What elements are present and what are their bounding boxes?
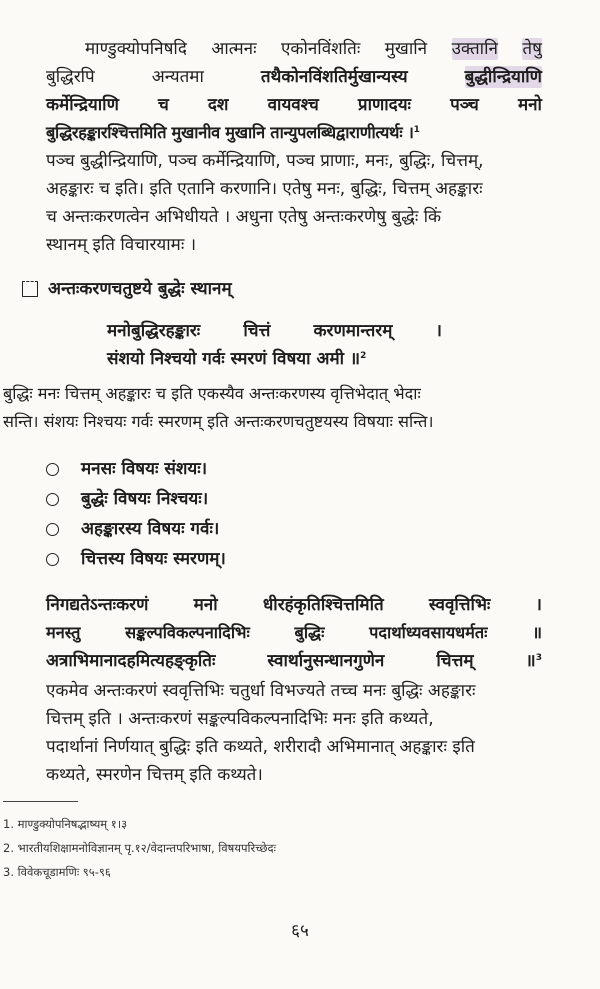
footnote-divider [3,801,78,802]
circle-bullet-icon [46,493,59,506]
para4-line-1: एकमेव अन्तःकरणं स्ववृत्तिभिः चतुर्धा विभज्यते तच्च मनः बुद्धिः अहङ्कारः [46,681,476,701]
para1-line-2: बुद्धिरपि अन्यतमा तथैकोनविंशतिर्मुखान्यस्य बुद्धीन्द्रियाणि [46,67,542,87]
circle-bullet-icon [46,523,59,536]
page-number: ६५ [291,921,309,941]
circle-bullet-icon [46,463,59,476]
para4-line-3: पदार्थानां निर्णयात् बुद्धिः इति कथ्यते, शरीरादौ अभिमानात् अहङ्कारः इति [46,737,475,757]
bullet-item: मनसः विषयः संशयः। [46,458,207,480]
bullet-item: अहङ्कारस्य विषयः गर्वः। [46,518,219,540]
para3-line-2: सन्ति। संशयः निश्चयः गर्वः स्मरणम् इति अन्तःकरणचतुष्टयस्य विषयाः सन्ति। [3,412,434,431]
para4-line-2: चित्तम् इति । अन्तःकरणं सङ्कल्पविकल्पनादिभिः मनः इति कथ्यते, [46,709,434,729]
verse2-line-2: मनस्तु सङ्कल्पविकल्पनादिभिः बुद्धिः पदार्थाध्यवसायधर्मतः ॥ [46,623,542,642]
para1-line-3: कर्मेन्द्रियाणि च दश वायवश्च प्राणादयः पञ्च मनो [46,95,542,115]
section-heading: अन्तःकरणचतुष्टये बुद्धेः स्थानम् [22,278,232,300]
para1-line-1: माण्डुक्योपनिषदि आत्मनः एकोनविंशतिः मुखानि उक्तानि तेषु [85,39,542,59]
bullet-item: बुद्धेः विषयः निश्चयः। [46,488,208,510]
verse1-line-1: मनोबुद्धिरहङ्कारः चित्तं करणमान्तरम् । [107,321,442,341]
verse1-line-2: संशयो निश्चयो गर्वः स्मरणं विषया अमी ॥$^2$ [107,349,367,369]
footnote-1: 1. माण्डुक्योपनिषद्भाष्यम् १।३ [3,817,128,831]
circle-bullet-icon [46,553,59,566]
para2-line-4: स्थानम् इति विचारयामः । [46,235,197,255]
para3-line-1: बुद्धिः मनः चित्तम् अहङ्कारः च इति एकस्यैव अन्तःकरणस्य वृत्तिभेदात् भेदाः [3,384,421,403]
footnote-ref-2: 2 [360,351,367,361]
verse2-line-3: अत्राभिमानादहमित्यहङ्कृतिः स्वार्थानुसन्धानगुणेन चित्तम् ॥$^3$ [46,651,542,671]
para2-line-2: अहङ्कारः च इति। इति एतानि करणानि। एतेषु मनः, बुद्धिः, चित्तम् अहङ्कारः [46,179,483,199]
para1-line-4: बुद्धिरहङ्कारश्चित्तमिति मुखानीव मुखानि तान्युपलब्धिद्वाराणीत्यर्थः ।$^1$ [46,123,420,142]
para4-line-4: कथ्यते, स्मरणेन चित्तम् इति कथ्यते। [46,765,263,785]
verse2-line-1: निगद्यतेऽन्तःकरणं मनो धीरहंकृतिश्चित्तमिति स्ववृत्तिभिः । [46,595,542,615]
footnote-ref-3: 3 [535,653,542,663]
para2-line-1: पञ्च बुद्धीन्द्रियाणि, पञ्च कर्मेन्द्रियाणि, पञ्च प्राणाः, मनः, बुद्धिः, चित्तम्, [46,151,484,171]
bullet-item: चित्तस्य विषयः स्मरणम्। [46,548,226,570]
footnote-3: 3. विवेकचूडामणिः ९५-९६ [3,865,111,879]
footnote-ref-1: 1 [413,125,420,135]
checkbox-square-icon [22,281,38,297]
para2-line-3: च अन्तःकरणत्वेन अभिधीयते । अधुना एतेषु अन्तःकरणेषु बुद्धेः किं [46,207,442,227]
footnote-2: 2. भारतीयशिक्षामनोविज्ञानम् पृ.१२/वेदान्तपरिभाषा, विषयपरिच्छेदः [3,841,276,855]
